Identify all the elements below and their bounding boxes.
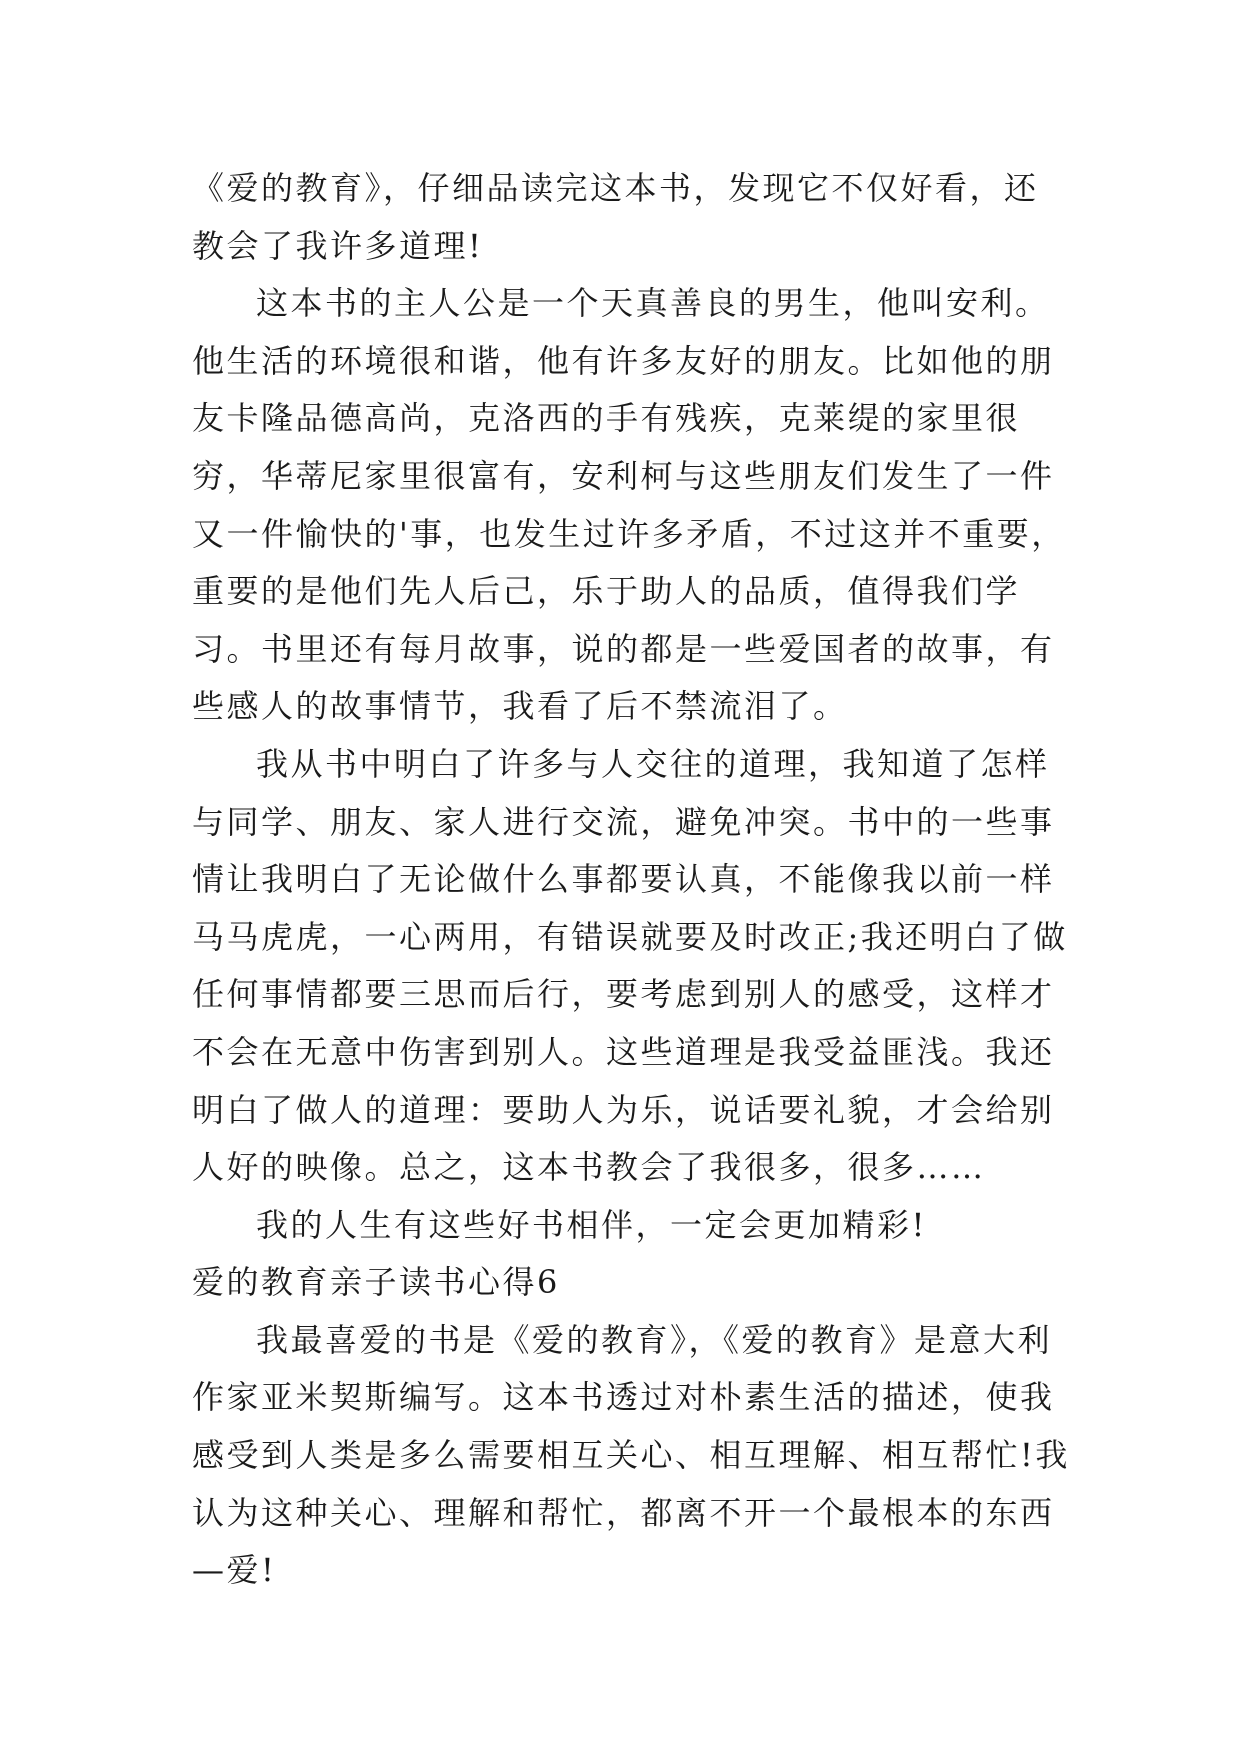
paragraph-lessons: 我从书中明白了许多与人交往的道理，我知道了怎样与同学、朋友、家人进行交流，避免冲突。书中的一些事情让我明白了无论做什么事都要认真，不能像我以前一样马马虎虎，一心两用，有错误就要及时改正;我还明白了做任何事情都要三思而后行，要考虑到别人的感受，这样才不会在无意中伤害到别人。这些道理是我受益匪浅。我还明白了做人的道理：要助人为乐，说话要礼貌，才会给别人好的映像。总之，这本书教会了我很多，很多…… bbox=[192, 744, 1068, 1187]
paragraph-conclusion: 我的人生有这些好书相伴，一定会更加精彩! bbox=[256, 1205, 927, 1244]
paragraph-favorite-book: 我最喜爱的书是《爱的教育》，《爱的教育》是意大利作家亚米契斯编写。这本书透过对朴素生活的描述，使我感受到人类是多么需要相互关心、相互理解、相互帮忙!我认为这种关心、理解和帮忙，都离不开一个最根本的东西—爱! bbox=[192, 1320, 1070, 1590]
document-body bbox=[192, 160, 1072, 1600]
section-heading: 爱的教育亲子读书心得6 bbox=[192, 1263, 560, 1302]
paragraph-protagonist: 这本书的主人公是一个天真善良的男生，他叫安利。他生活的环境很和谐，他有许多友好的朋友。比如他的朋友卡隆品德高尚，克洛西的手有残疾，克莱缇的家里很穷，华蒂尼家里很富有，安利柯与这些朋友们发生了一件又一件愉快的'事，也发生过许多矛盾，不过这并不重要，重要的是他们先人后己，乐于助人的品质，值得我们学习。书里还有每月故事，说的都是一些爱国者的故事，有些感人的故事情节，我看了后不禁流泪了。 bbox=[192, 284, 1066, 726]
paragraph-continuation: 《爱的教育》，仔细品读完这本书，发现它不仅好看，还教会了我许多道理! bbox=[192, 169, 1039, 265]
